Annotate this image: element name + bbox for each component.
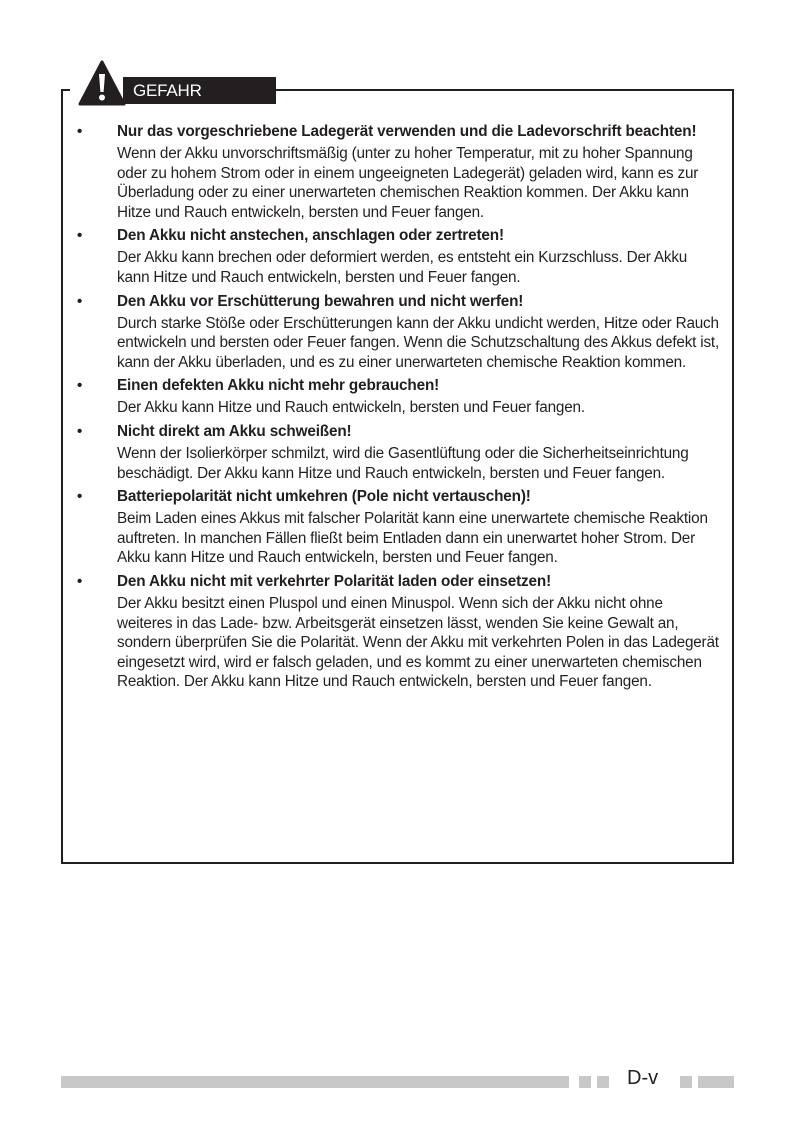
warning-item-text: Wenn der Isolierkörper schmilzt, wird die Gasentlüftung oder die Sicherheitseinrichtung beschädigt. Der Akku kann Hitze und Rauch entwickeln, bersten und Feuer fangen. — [117, 444, 689, 482]
warning-item-text: Durch starke Stöße oder Erschütterungen kann der Akku undicht werden, Hitze oder Rauch entwickeln und bersten oder Feuer fangen. Wenn die Schutzschaltung des Akkus defekt ist, kann der Akku überladen, und es zu einer unerwarteten chemische Reaktion kommen. — [117, 314, 720, 371]
warning-item-title: Batteriepolarität nicht umkehren (Pole nicht vertauschen)! — [117, 488, 531, 506]
warning-item-title: Den Akku vor Erschütterung bewahren und nicht werfen! — [117, 292, 524, 310]
footer-square — [579, 1076, 591, 1088]
warning-item — [77, 572, 722, 692]
warning-item — [77, 226, 722, 287]
warning-item-title: Einen defekten Akku nicht mehr gebrauchen! — [117, 377, 440, 395]
danger-header — [70, 58, 220, 106]
warning-item — [77, 122, 722, 222]
warning-item-title: Nur das vorgeschriebene Ladegerät verwenden und die Ladevorschrift beachten! — [117, 123, 697, 140]
warning-item-title: Den Akku nicht anstechen, anschlagen oder zertreten! — [117, 227, 504, 245]
bullet-icon: • — [77, 123, 83, 140]
warning-item — [77, 376, 722, 418]
footer-bar-right — [698, 1076, 734, 1088]
bullet-icon: • — [77, 422, 83, 440]
footer-bar-left — [61, 1076, 569, 1088]
bullet-icon: • — [77, 227, 83, 245]
warning-item-text: Der Akku besitzt einen Pluspol und einen Minuspol. Wenn sich der Akku nicht ohne weiteres in das Lade- bzw. Arbeitsgerät einsetzen lässt, wenden Sie keine Gewalt an, sondern überprüfen Sie die Polarität. Wenn der Akku mit verkehrten Polen in das Ladegerät eingesetzt wird, wird er falsch geladen, und es kommt zu einer unerwarteten chemischen Reaktion. Der Akku kann Hitze und Rauch entwickeln, bersten und Feuer fangen. — [117, 594, 719, 691]
warning-item-title: Nicht direkt am Akku schweißen! — [117, 422, 352, 440]
footer-square — [597, 1076, 609, 1088]
warning-item — [77, 292, 722, 373]
warning-item-text: Beim Laden eines Akkus mit falscher Polarität kann eine unerwartete chemische Reaktion auftreten. In manchen Fällen fließt beim Entladen dann ein unerwartet hoher Strom. Der Akku kann Hitze und Rauch entwickeln, bersten und Feuer fangen. — [117, 510, 708, 567]
page-number: D-v — [627, 1067, 659, 1089]
warning-item — [77, 422, 722, 483]
warning-item-text: Wenn der Akku unvorschriftsmäßig (unter zu hoher Temperatur, mit zu hoher Spannung oder zu hohem Strom oder in einem ungeeigneten Ladegerät) geladen wird, kann es zur Überladung oder zu einer unerwarteten chemischen Reaktion kommen. Der Akku kann Hitze und Rauch entwickeln, bersten und Feuer fangen. — [117, 145, 699, 221]
warning-item-text: Der Akku kann brechen oder deformiert werden, es entsteht ein Kurzschluss. Der Akku kann Hitze und Rauch entwickeln, bersten und Feuer fangen. — [117, 249, 688, 286]
bullet-icon: • — [77, 292, 83, 310]
danger-label: GEFAHR — [123, 77, 276, 104]
warning-item-title: Den Akku nicht mit verkehrter Polarität laden oder einsetzen! — [117, 572, 552, 590]
warning-item-text: Der Akku kann Hitze und Rauch entwickeln, bersten und Feuer fangen. — [117, 399, 585, 417]
footer-square — [680, 1076, 692, 1088]
bullet-icon: • — [77, 488, 83, 506]
bullet-icon: • — [77, 377, 83, 395]
warning-item — [77, 487, 722, 568]
warning-list — [77, 122, 722, 696]
bullet-icon: • — [77, 572, 83, 590]
warning-triangle-icon — [78, 60, 126, 106]
page-footer — [61, 1066, 734, 1090]
